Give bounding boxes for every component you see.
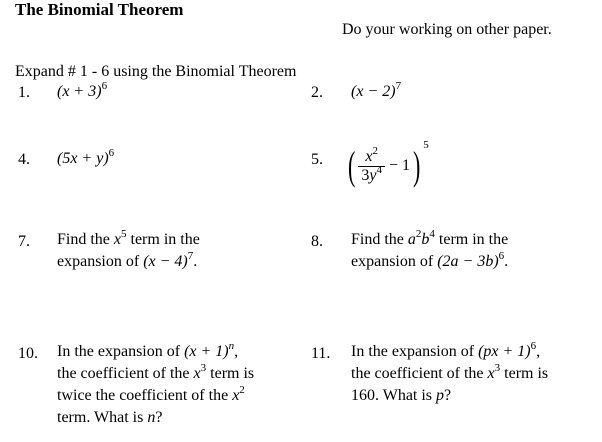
- problem-5-left-paren: (: [347, 143, 356, 188]
- problem-4-number: 4.: [18, 151, 30, 168]
- problem-5-right-paren: ): [412, 143, 421, 188]
- problem-2-base: (x − 2): [351, 83, 396, 100]
- problem-8-number: 8.: [311, 233, 323, 250]
- working-note: Do your working on other paper.: [342, 21, 552, 38]
- problem-10-number: 10.: [18, 345, 38, 362]
- page-title: The Binomial Theorem: [15, 0, 184, 19]
- problem-11-line-2: the coefficient of the $x^3$ term is: [351, 362, 549, 382]
- problem-5-number: 5.: [311, 151, 323, 168]
- problem-10-line-1: In the expansion of $(x + 1)^n$,: [57, 340, 239, 360]
- problem-1-base: (x + 3): [57, 83, 102, 100]
- problem-5-denominator: $3y^4$: [361, 163, 382, 184]
- problem-8-line-1: Find the $a^2b^4$ term in the: [351, 228, 509, 248]
- problem-1-number: 1.: [18, 84, 30, 101]
- problem-4-expression: [57, 147, 115, 168]
- problem-11-text: [351, 341, 548, 407]
- problem-10-line-2: the coefficient of the $x^3$ term is: [57, 362, 255, 382]
- problem-7-line-1: Find the $x^5$ term in the: [57, 228, 200, 248]
- problem-11-line-1: In the expansion of (px + 1)$^6$,: [351, 340, 541, 360]
- problem-5-fraction: [358, 144, 385, 185]
- problem-7-text: [57, 229, 200, 273]
- problem-11-number: 11.: [311, 345, 331, 362]
- problem-10-line-4: term. What is n?: [57, 409, 163, 426]
- problem-7-number: 7.: [18, 233, 30, 250]
- problem-11-line-3: 160. What is p?: [351, 387, 452, 404]
- instructions: Expand # 1 - 6 using the Binomial Theorem: [15, 63, 297, 80]
- problem-4-base: (5x + y): [57, 150, 109, 167]
- problem-5-numerator: $x^2$: [358, 148, 385, 167]
- problem-2-expression: [351, 80, 402, 101]
- problem-5-expression: [345, 138, 429, 202]
- problem-2-number: 2.: [311, 84, 323, 101]
- problem-8-text: [351, 229, 508, 273]
- problem-5-outer-exponent: 5: [423, 138, 429, 151]
- problem-7-line-2: expansion of $(x - 4)^7$.: [57, 250, 198, 270]
- problem-5-minus-one: − 1: [388, 157, 410, 174]
- problem-10-line-3: twice the coefficient of the $x^2$: [57, 384, 245, 404]
- problem-8-line-2: expansion of $(2a - 3b)^6$.: [351, 250, 509, 270]
- problem-10-text: [57, 341, 254, 429]
- problem-1-expression: [57, 80, 108, 101]
- problem-1-exponent: 6: [101, 80, 108, 92]
- problem-2-exponent: 7: [395, 80, 402, 92]
- problem-4-exponent: 6: [108, 147, 115, 159]
